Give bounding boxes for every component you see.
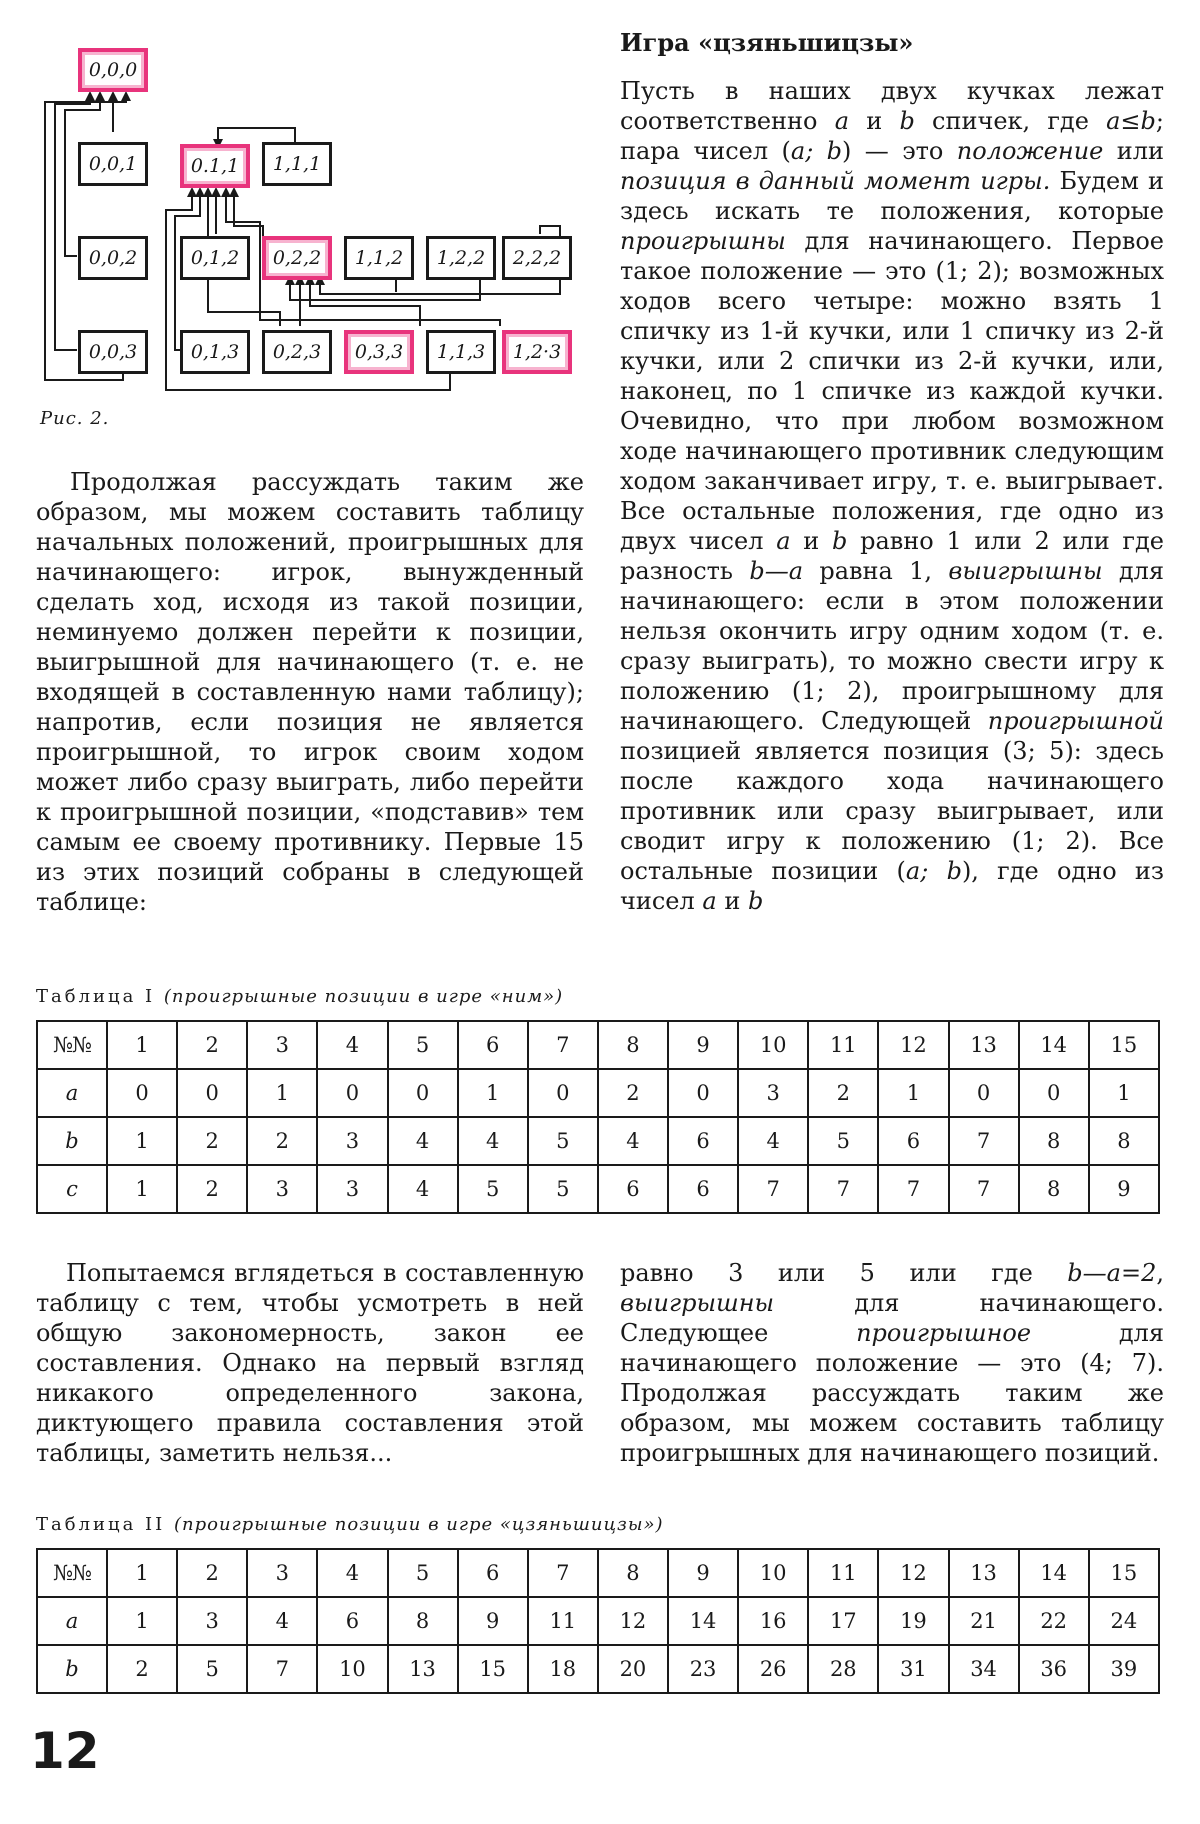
table-cell: 5 [458, 1165, 528, 1213]
table-cell: 6 [317, 1597, 387, 1645]
table-cell: 14 [668, 1597, 738, 1645]
table-cell: 10 [738, 1021, 808, 1069]
table-cell: 7 [949, 1165, 1019, 1213]
table-cell: 1 [107, 1165, 177, 1213]
table-cell: 2 [177, 1549, 247, 1597]
right-column-bottom [620, 1258, 1164, 1468]
table-cell: 8 [1019, 1165, 1089, 1213]
table-cell: 3 [738, 1069, 808, 1117]
table-cell: 8 [388, 1597, 458, 1645]
section-heading: Игра «цзяньшицзы» [620, 28, 914, 57]
left-column-bottom [36, 1258, 584, 1468]
table2-caption [36, 1514, 664, 1535]
node-0-3-3: 0,3,3 [344, 330, 414, 374]
table-cell: 3 [317, 1117, 387, 1165]
table-cell: 14 [1019, 1549, 1089, 1597]
table-cell: 2 [177, 1165, 247, 1213]
table-cell: 5 [388, 1021, 458, 1069]
left-column-top [36, 467, 584, 917]
table-cell: 11 [808, 1021, 878, 1069]
table-cell: 39 [1089, 1645, 1159, 1693]
table-cell: 6 [668, 1117, 738, 1165]
table-cell: 4 [598, 1117, 668, 1165]
table-cell: 6 [668, 1165, 738, 1213]
table-cell: 7 [738, 1165, 808, 1213]
table1-header-row [37, 1021, 1159, 1069]
table-cell: 15 [1089, 1021, 1159, 1069]
page-number: 12 [30, 1722, 100, 1780]
table-row [37, 1165, 1159, 1213]
table-cell: 31 [878, 1645, 948, 1693]
table-cell: 4 [388, 1165, 458, 1213]
figure-caption: Рис. 2. [40, 408, 110, 429]
table-cell: 6 [458, 1021, 528, 1069]
node-1-2-2: 1,2,2 [426, 236, 496, 280]
node-0-0-0: 0,0,0 [78, 48, 148, 92]
table-row [37, 1069, 1159, 1117]
table-cell: 0 [1019, 1069, 1089, 1117]
table-cell: 1 [107, 1549, 177, 1597]
table-cell: 4 [317, 1021, 387, 1069]
table-cell: 36 [1019, 1645, 1089, 1693]
table-cell: 7 [528, 1549, 598, 1597]
table-cell: 1 [107, 1021, 177, 1069]
table-cell: 0 [528, 1069, 598, 1117]
node-0-0-3: 0,0,3 [78, 330, 148, 374]
table2-row-label-a: a [37, 1597, 107, 1645]
table-cell: 1 [878, 1069, 948, 1117]
table-cell: 2 [177, 1021, 247, 1069]
table2 [36, 1548, 1160, 1694]
table2-row-label-b: b [37, 1645, 107, 1693]
table-cell: 9 [458, 1597, 528, 1645]
table-cell: 6 [458, 1549, 528, 1597]
table1-caption-note: (проигрышные позиции в игре «ним») [163, 986, 564, 1007]
table-cell: 9 [668, 1549, 738, 1597]
table-cell: 4 [317, 1549, 387, 1597]
table2-header-row [37, 1549, 1159, 1597]
table-cell: 6 [878, 1117, 948, 1165]
paragraph-pattern: Попытаемся вглядеться в составленную таблицу с тем, чтобы усмотреть в ней общую закономерность, закон ее составления. Однако на первый взгляд никакого определенного закона, диктующего правила составления этой таблицы, заметить нельзя... [36, 1259, 584, 1467]
table-cell: 11 [528, 1597, 598, 1645]
node-1-1-3: 1,1,3 [426, 330, 496, 374]
table-cell: 9 [668, 1021, 738, 1069]
table-row [37, 1645, 1159, 1693]
table-cell: 7 [949, 1117, 1019, 1165]
table-cell: 10 [317, 1645, 387, 1693]
table-cell: 2 [107, 1645, 177, 1693]
node-0-1-2: 0,1,2 [180, 236, 250, 280]
table-cell: 7 [528, 1021, 598, 1069]
node-1-1-2: 1,1,2 [344, 236, 414, 280]
table-cell: 13 [949, 1021, 1019, 1069]
table-row [37, 1117, 1159, 1165]
table2-caption-label: Таблица II [36, 1514, 166, 1535]
node-0-2-2: 0,2,2 [262, 236, 332, 280]
table-cell: 3 [317, 1165, 387, 1213]
node-1-2-3: 1,2·3 [502, 330, 572, 374]
table-cell: 7 [808, 1165, 878, 1213]
table-cell: 8 [598, 1549, 668, 1597]
table-cell: 10 [738, 1549, 808, 1597]
paragraph-continuation: равно 3 или 5 или где b—a=2, выигрышны для начинающего. Следующее проигрышное для начинающего положение — это (4; 7). Продолжая рассуждать таким же образом, мы можем составить таблицу проигрышных для начинающего позиций. [620, 1259, 1164, 1467]
table-cell: 12 [878, 1021, 948, 1069]
table1-caption [36, 986, 563, 1007]
table-cell: 13 [949, 1549, 1019, 1597]
table-cell: 1 [247, 1069, 317, 1117]
table-cell: 5 [177, 1645, 247, 1693]
table-cell: 15 [1089, 1549, 1159, 1597]
table-cell: 16 [738, 1597, 808, 1645]
table-cell: 1 [107, 1117, 177, 1165]
table-cell: 26 [738, 1645, 808, 1693]
table-cell: 0 [388, 1069, 458, 1117]
table-cell: 3 [177, 1597, 247, 1645]
node-0-1-1: 0.1,1 [180, 144, 250, 188]
table-cell: 3 [247, 1021, 317, 1069]
table1-caption-label: Таблица I [36, 986, 156, 1007]
table-cell: 8 [598, 1021, 668, 1069]
table1-head-label: №№ [37, 1021, 107, 1069]
table-cell: 3 [247, 1165, 317, 1213]
table-cell: 7 [878, 1165, 948, 1213]
table1-row-label-c: c [37, 1165, 107, 1213]
table-cell: 12 [878, 1549, 948, 1597]
table1-row-label-b: b [37, 1117, 107, 1165]
table-cell: 23 [668, 1645, 738, 1693]
table-cell: 6 [598, 1165, 668, 1213]
table-cell: 12 [598, 1597, 668, 1645]
table-cell: 2 [177, 1117, 247, 1165]
table-cell: 5 [528, 1165, 598, 1213]
right-column-top [620, 28, 1164, 916]
table-cell: 5 [388, 1549, 458, 1597]
table-cell: 4 [738, 1117, 808, 1165]
table-cell: 4 [458, 1117, 528, 1165]
table-cell: 2 [598, 1069, 668, 1117]
game-tree-figure [40, 30, 600, 400]
table1-row-label-a: a [37, 1069, 107, 1117]
paragraph-game-rules: Пусть в наших двух кучках лежат соответственно a и b спичек, где a≤b; пара чисел (a; b) — это положение или позиция в данный момент игры. Будем и здесь искать те положения, которые проигрышны для начинающего. Первое такое положение — это (1; 2); возможных ходов всего четыре: можно взять 1 спичку из 1-й кучки, или 1 спичку из 2-й кучки, или 2 спички из 2-й кучки, или, наконец, по 1 спичке из каждой кучки. Очевидно, что при любом возможном ходе начинающего противник следующим ходом заканчивает игру, т. е. выигрывает. Все остальные положения, где одно из двух чисел a и b равно 1 или 2 или где разность b—a равна 1, выигрышны для начинающего: если в этом положении нельзя окончить игру одним ходом (т. е. сразу выиграть), то можно свести игру к положению (1; 2), проигрышному для начинающего. Следующей проигрышной позицией является позиция (3; 5): здесь после каждого хода начинающего противник или сразу выигрывает, или сводит игру к положению (1; 2). Все остальные позиции (a; b), где одно из чисел a и b [620, 77, 1164, 915]
table-cell: 5 [808, 1117, 878, 1165]
table-cell: 34 [949, 1645, 1019, 1693]
table-cell: 1 [107, 1597, 177, 1645]
table-cell: 11 [808, 1549, 878, 1597]
table-cell: 4 [247, 1597, 317, 1645]
table2-head-label: №№ [37, 1549, 107, 1597]
table-cell: 9 [1089, 1165, 1159, 1213]
table-cell: 0 [317, 1069, 387, 1117]
table-cell: 17 [808, 1597, 878, 1645]
table2-caption-note: (проигрышные позиции в игре «цзяньшицзы») [174, 1514, 664, 1535]
table-cell: 7 [247, 1645, 317, 1693]
node-0-2-3: 0,2,3 [262, 330, 332, 374]
table-cell: 8 [1089, 1117, 1159, 1165]
node-1-1-1: 1,1,1 [262, 142, 332, 186]
table-cell: 0 [107, 1069, 177, 1117]
paragraph-table-intro: Продолжая рассуждать таким же образом, мы можем составить таблицу начальных положений, проигрышных для начинающего: игрок, вынужденный сделать ход, исходя из такой позиции, неминуемо должен перейти к позиции, выигрышной для начинающего (т. е. не входящей в составленную нами таблицу); напротив, если позиция не является проигрышной, то игрок своим ходом может либо сразу выиграть, либо перейти к проигрышной позиции, «подставив» тем самым ее своему противнику. Первые 15 из этих позиций собраны в следующей таблице: [36, 468, 584, 916]
table-cell: 0 [949, 1069, 1019, 1117]
table-cell: 14 [1019, 1021, 1089, 1069]
node-0-1-3: 0,1,3 [180, 330, 250, 374]
table-cell: 19 [878, 1597, 948, 1645]
table-cell: 2 [247, 1117, 317, 1165]
table-cell: 1 [458, 1069, 528, 1117]
table-cell: 21 [949, 1597, 1019, 1645]
table-cell: 2 [808, 1069, 878, 1117]
node-0-0-2: 0,0,2 [78, 236, 148, 280]
node-0-0-1: 0,0,1 [78, 142, 148, 186]
table-cell: 1 [1089, 1069, 1159, 1117]
table-cell: 0 [177, 1069, 247, 1117]
table-cell: 13 [388, 1645, 458, 1693]
table-cell: 28 [808, 1645, 878, 1693]
table-cell: 8 [1019, 1117, 1089, 1165]
table-cell: 3 [247, 1549, 317, 1597]
table-cell: 18 [528, 1645, 598, 1693]
table-cell: 5 [528, 1117, 598, 1165]
table-cell: 15 [458, 1645, 528, 1693]
table-cell: 20 [598, 1645, 668, 1693]
table-cell: 0 [668, 1069, 738, 1117]
table1 [36, 1020, 1160, 1214]
table-cell: 24 [1089, 1597, 1159, 1645]
table-row [37, 1597, 1159, 1645]
table-cell: 22 [1019, 1597, 1089, 1645]
node-2-2-2: 2,2,2 [502, 236, 572, 280]
table-cell: 4 [388, 1117, 458, 1165]
